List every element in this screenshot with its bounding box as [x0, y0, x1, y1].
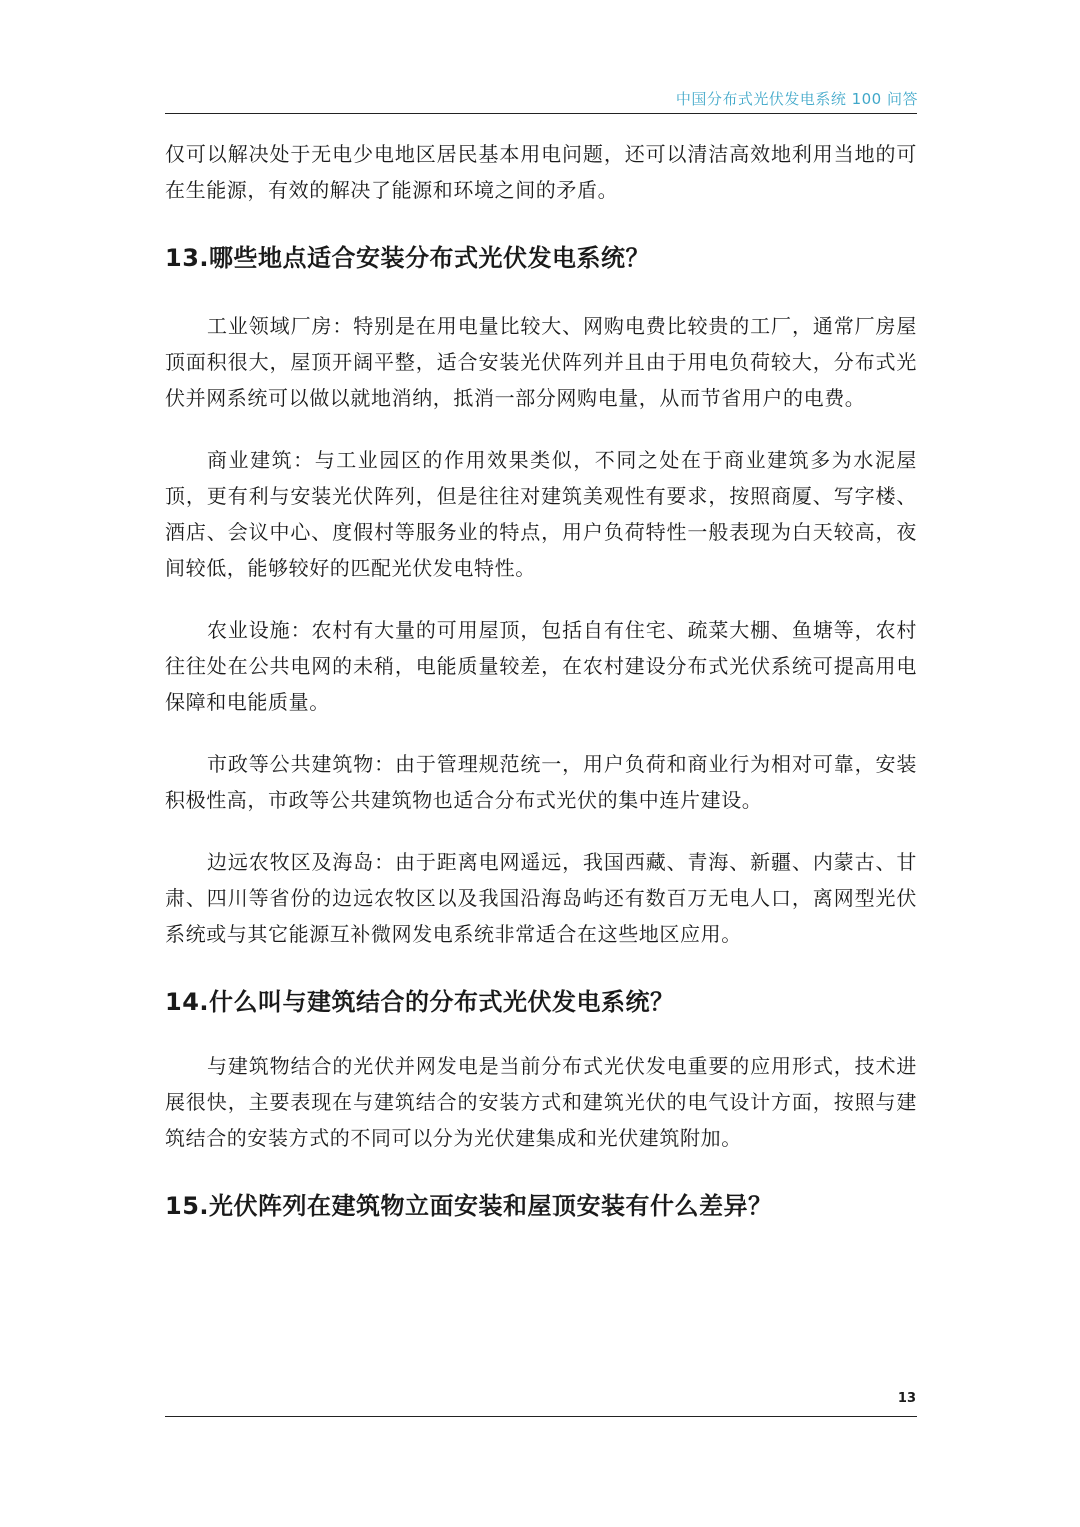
q13-paragraph-remote-areas: 边远农牧区及海岛：由于距离电网遥远，我国西藏、青海、新疆、内蒙古、甘肃、四川等省份的边远农牧区以及我国沿海岛屿还有数百万无电人口，离网型光伏系统或与其它能源互补微网发电系统非常适合在这些地区应用。 — [165, 850, 917, 946]
q13-paragraph-industrial: 工业领域厂房：特别是在用电量比较大、网购电费比较贵的工厂，通常厂房屋顶面积很大，屋顶开阔平整，适合安装光伏阵列并且由于用电负荷较大，分布式光伏并网系统可以做以就地消纳，抵消一部分网购电量，从而节省用户的电费。 — [165, 314, 917, 410]
footer-rule — [165, 1416, 917, 1417]
question-14-heading: 14.什么叫与建筑结合的分布式光伏发电系统？ — [165, 988, 675, 1016]
q14-paragraph: 与建筑物结合的光伏并网发电是当前分布式光伏发电重要的应用形式，技术进展很快，主要表现在与建筑结合的安装方式和建筑光伏的电气设计方面，按照与建筑结合的安装方式的不同可以分为光伏建集成和光伏建筑附加。 — [165, 1054, 917, 1150]
question-13-heading: 13.哪些地点适合安装分布式光伏发电系统？ — [165, 244, 651, 272]
header-rule — [165, 113, 917, 114]
page-number: 13 — [897, 1391, 916, 1406]
q13-paragraph-municipal: 市政等公共建筑物：由于管理规范统一，用户负荷和商业行为相对可靠，安装积极性高，市政等公共建筑物也适合分布式光伏的集中连片建设。 — [165, 752, 917, 812]
running-header-title: 中国分布式光伏发电系统 100 问答 — [675, 90, 918, 108]
q13-paragraph-agricultural: 农业设施：农村有大量的可用屋顶，包括自有住宅、疏菜大棚、鱼塘等，农村往往处在公共电网的未稍，电能质量较差，在农村建设分布式光伏系统可提高用电保障和电能质量。 — [165, 618, 917, 714]
question-15-heading: 15.光伏阵列在建筑物立面安装和屋顶安装有什么差异？ — [165, 1192, 773, 1220]
q13-paragraph-commercial: 商业建筑：与工业园区的作用效果类似，不同之处在于商业建筑多为水泥屋顶，更有利与安装光伏阵列，但是往往对建筑美观性有要求，按照商厦、写字楼、酒店、会议中心、度假村等服务业的特点，用户负荷特性一般表现为白天较高，夜间较低，能够较好的匹配光伏发电特性。 — [165, 448, 917, 580]
page-body — [165, 136, 917, 1226]
intro-paragraph: 仅可以解决处于无电少电地区居民基本用电问题，还可以清洁高效地利用当地的可在生能源，有效的解决了能源和环境之间的矛盾。 — [165, 142, 917, 202]
